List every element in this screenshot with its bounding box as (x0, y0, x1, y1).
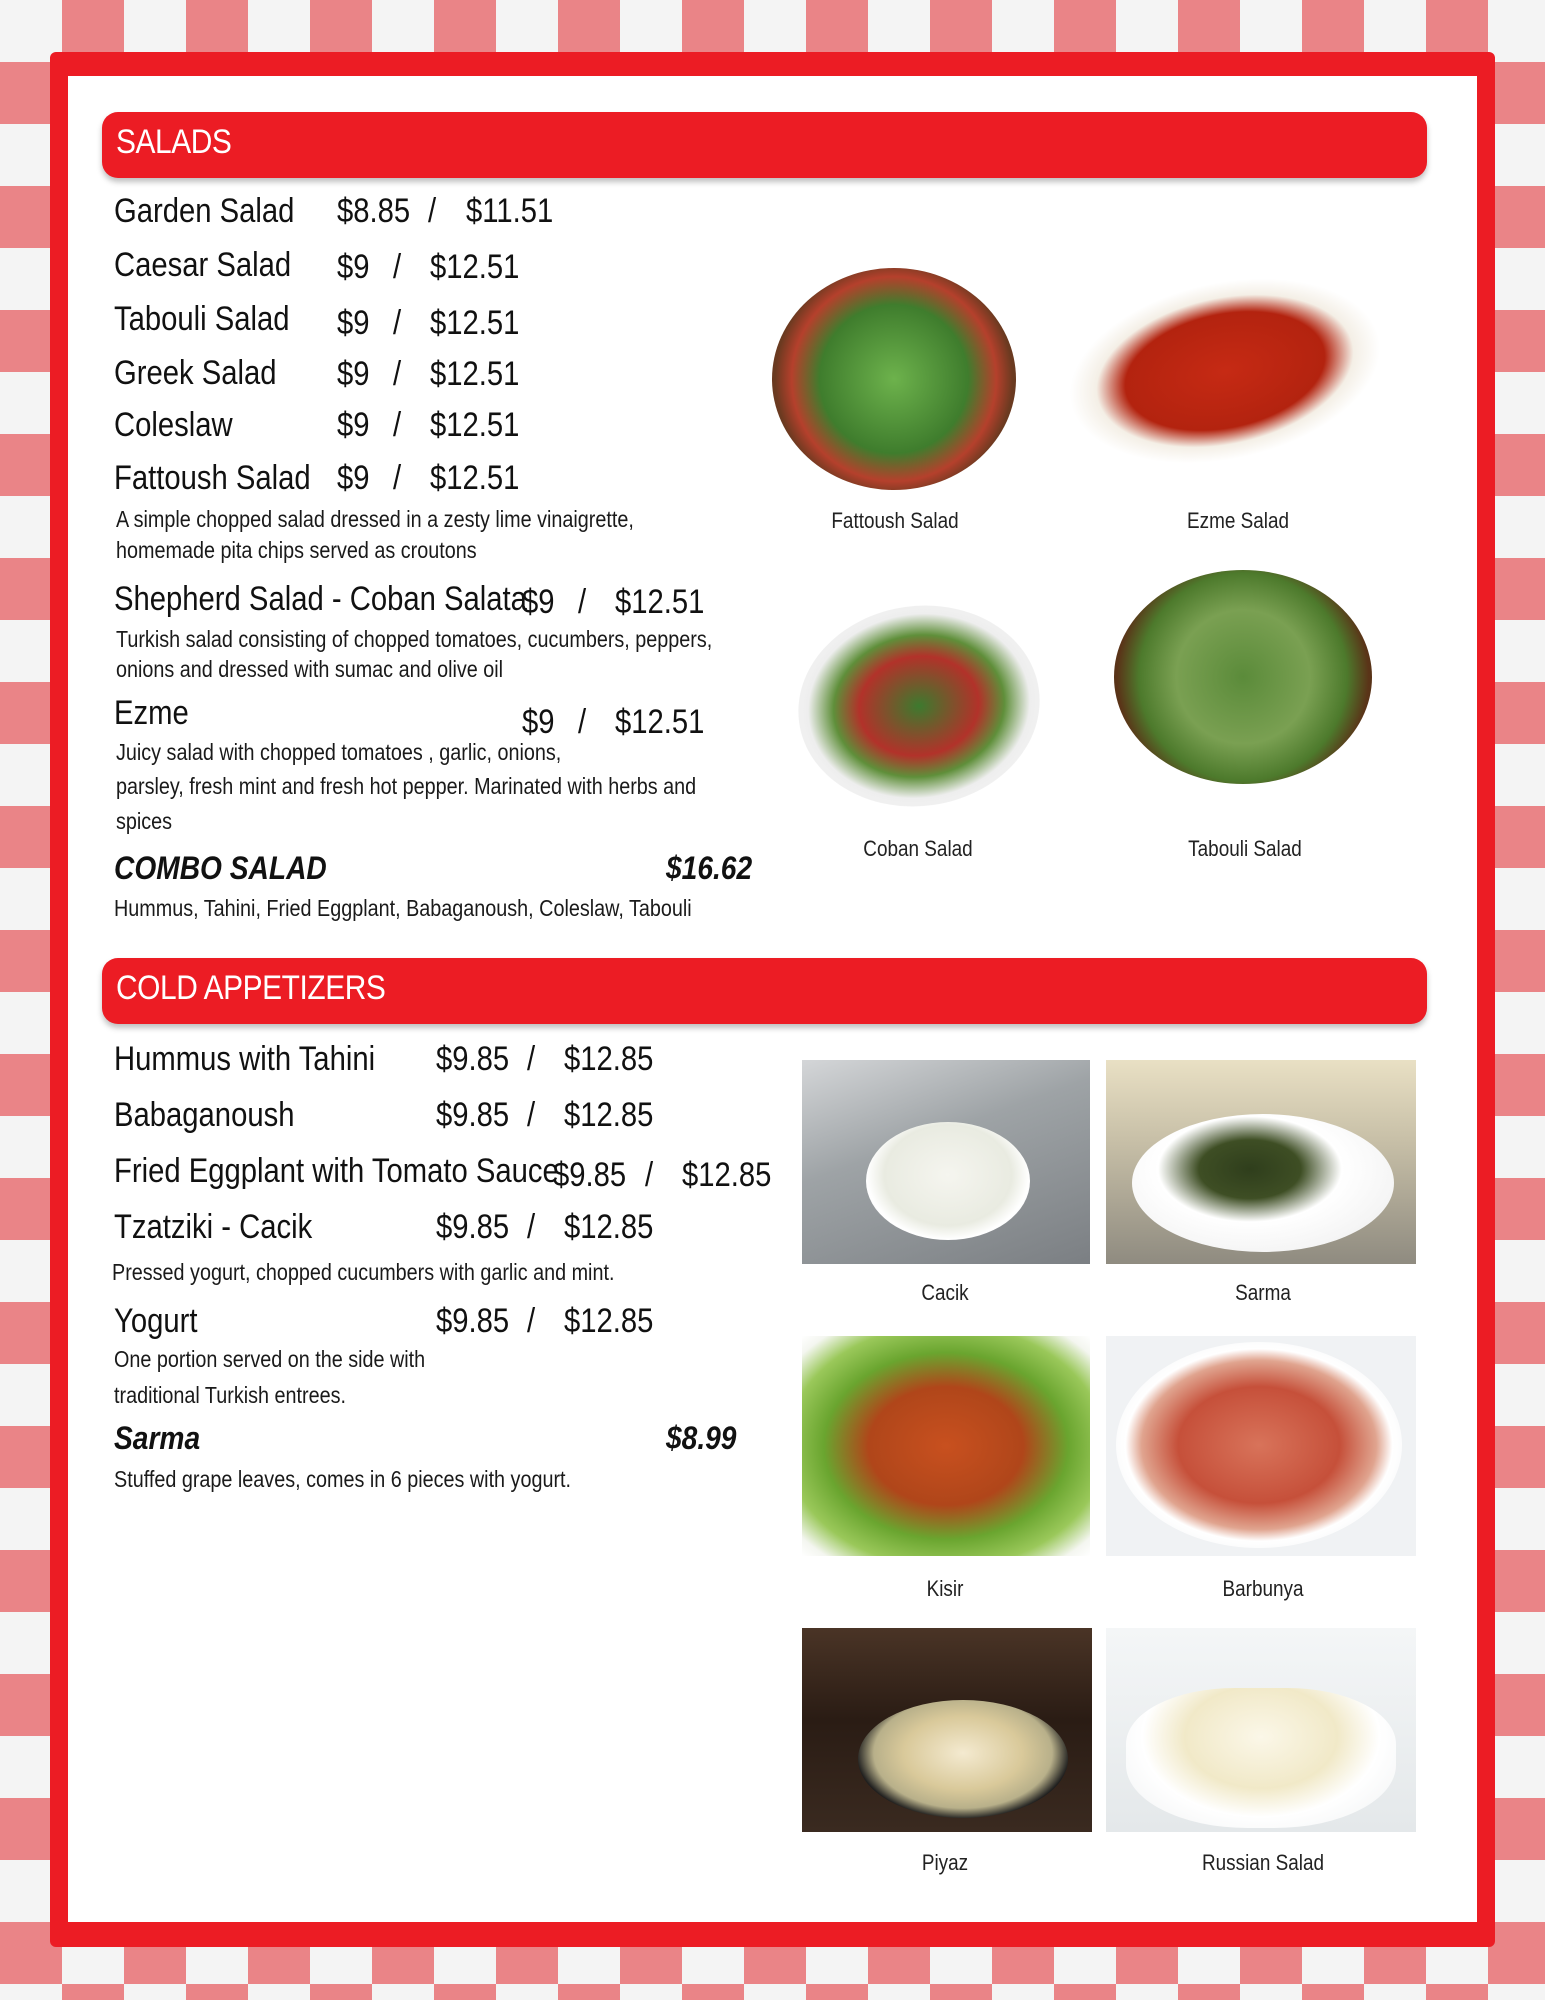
item-description: onions and dressed with sumac and olive oil (116, 656, 504, 682)
price-large: $12.85 (564, 1040, 654, 1078)
price-sep: / (527, 1302, 536, 1340)
piyaz-photo (802, 1628, 1092, 1832)
price-large: $12.85 (564, 1096, 654, 1134)
price-large: $11.51 (466, 192, 554, 230)
tabouli-salad-photo (1114, 570, 1372, 784)
price-sep: / (393, 406, 402, 444)
item-description: parsley, fresh mint and fresh hot pepper. Marinated with herbs and (116, 773, 697, 799)
price-large: $12.85 (564, 1302, 654, 1340)
fattoush-salad-photo (772, 268, 1016, 490)
price-small: $9 (337, 248, 370, 286)
price-large: $12.51 (430, 355, 520, 393)
cacik-photo (802, 1060, 1090, 1264)
photo-caption: Tabouli Salad (1188, 836, 1302, 861)
salads-heading: SALADS (116, 123, 232, 161)
photo-caption: Barbunya (1222, 1576, 1304, 1601)
price-large: $12.51 (430, 248, 520, 286)
item-description: Turkish salad consisting of chopped tomatoes, cucumbers, peppers, (116, 626, 713, 652)
item-name-hummus: Hummus with Tahini (114, 1040, 376, 1078)
item-description: One portion served on the side with (114, 1346, 426, 1372)
price-small: $9 (522, 703, 555, 741)
price-small: $9 (337, 304, 370, 342)
price-sep: / (393, 459, 402, 497)
price-small: $9 (337, 406, 370, 444)
price-large: $12.51 (430, 304, 520, 342)
price-small: $9.85 (553, 1156, 627, 1194)
item-name-fried-eggplant: Fried Eggplant with Tomato Sauce (114, 1152, 559, 1190)
price-sep: / (645, 1156, 654, 1194)
price-small: $9.85 (436, 1040, 510, 1078)
sarma-price: $8.99 (666, 1420, 737, 1456)
photo-caption: Russian Salad (1201, 1850, 1325, 1875)
photo-caption: Coban Salad (863, 836, 973, 861)
price-small: $9.85 (436, 1096, 510, 1134)
item-name-garden-salad: Garden Salad (114, 192, 295, 230)
photo-caption: Sarma (1235, 1280, 1291, 1305)
combo-salad-price: $16.62 (666, 850, 753, 886)
item-name-ezme: Ezme (114, 694, 189, 732)
price-small: $9 (337, 459, 370, 497)
cold-appetizers-heading-bar (102, 958, 1427, 1024)
price-large: $12.51 (430, 459, 520, 497)
russian-salad-photo (1106, 1628, 1416, 1832)
sarma-name: Sarma (114, 1420, 201, 1456)
item-name-caesar-salad: Caesar Salad (114, 246, 292, 284)
salads-heading-bar (102, 112, 1427, 178)
item-name-fattoush-salad: Fattoush Salad (114, 459, 311, 497)
barbunya-photo (1106, 1336, 1416, 1556)
combo-salad-description: Hummus, Tahini, Fried Eggplant, Babaganoush, Coleslaw, Tabouli (114, 895, 692, 921)
price-small: $8.85 (337, 192, 411, 230)
item-description: traditional Turkish entrees. (114, 1382, 346, 1408)
price-large: $12.51 (615, 583, 705, 621)
price-large: $12.51 (430, 406, 520, 444)
cold-appetizers-heading: COLD APPETIZERS (116, 969, 386, 1007)
price-sep: / (393, 304, 402, 342)
price-sep: / (578, 703, 587, 741)
price-sep: / (527, 1040, 536, 1078)
kisir-photo (802, 1336, 1090, 1556)
photo-caption: Kisir (926, 1576, 964, 1601)
price-sep: / (527, 1096, 536, 1134)
item-description: homemade pita chips served as croutons (116, 537, 477, 563)
combo-salad-name: COMBO SALAD (114, 850, 327, 886)
price-small: $9 (522, 583, 555, 621)
item-name-tzatziki: Tzatziki - Cacik (114, 1208, 313, 1246)
price-large: $12.85 (564, 1208, 654, 1246)
photo-caption: Cacik (921, 1280, 969, 1305)
item-description: Pressed yogurt, chopped cucumbers with garlic and mint. (112, 1259, 615, 1285)
sarma-photo (1106, 1060, 1416, 1264)
sarma-description: Stuffed grape leaves, comes in 6 pieces with yogurt. (114, 1466, 572, 1492)
item-name-shepherd-salad: Shepherd Salad - Coban Salata (114, 580, 527, 618)
item-name-greek-salad: Greek Salad (114, 354, 277, 392)
photo-caption: Ezme Salad (1186, 508, 1290, 533)
price-small: $9 (337, 355, 370, 393)
price-large: $12.51 (615, 703, 705, 741)
item-name-yogurt: Yogurt (114, 1302, 198, 1340)
price-sep: / (527, 1208, 536, 1246)
price-small: $9.85 (436, 1208, 510, 1246)
price-sep: / (393, 355, 402, 393)
price-large: $12.85 (682, 1156, 772, 1194)
price-small: $9.85 (436, 1302, 510, 1340)
price-sep: / (578, 583, 587, 621)
item-description: spices (116, 808, 173, 834)
photo-caption: Piyaz (921, 1850, 969, 1875)
item-description: A simple chopped salad dressed in a zesty lime vinaigrette, (116, 506, 634, 532)
item-name-babaganoush: Babaganoush (114, 1096, 295, 1134)
price-sep: / (428, 192, 437, 230)
item-name-coleslaw: Coleslaw (114, 406, 233, 444)
photo-caption: Fattoush Salad (831, 508, 959, 533)
item-description: Juicy salad with chopped tomatoes , garlic, onions, (116, 739, 562, 765)
item-name-tabouli-salad: Tabouli Salad (114, 300, 290, 338)
price-sep: / (393, 248, 402, 286)
